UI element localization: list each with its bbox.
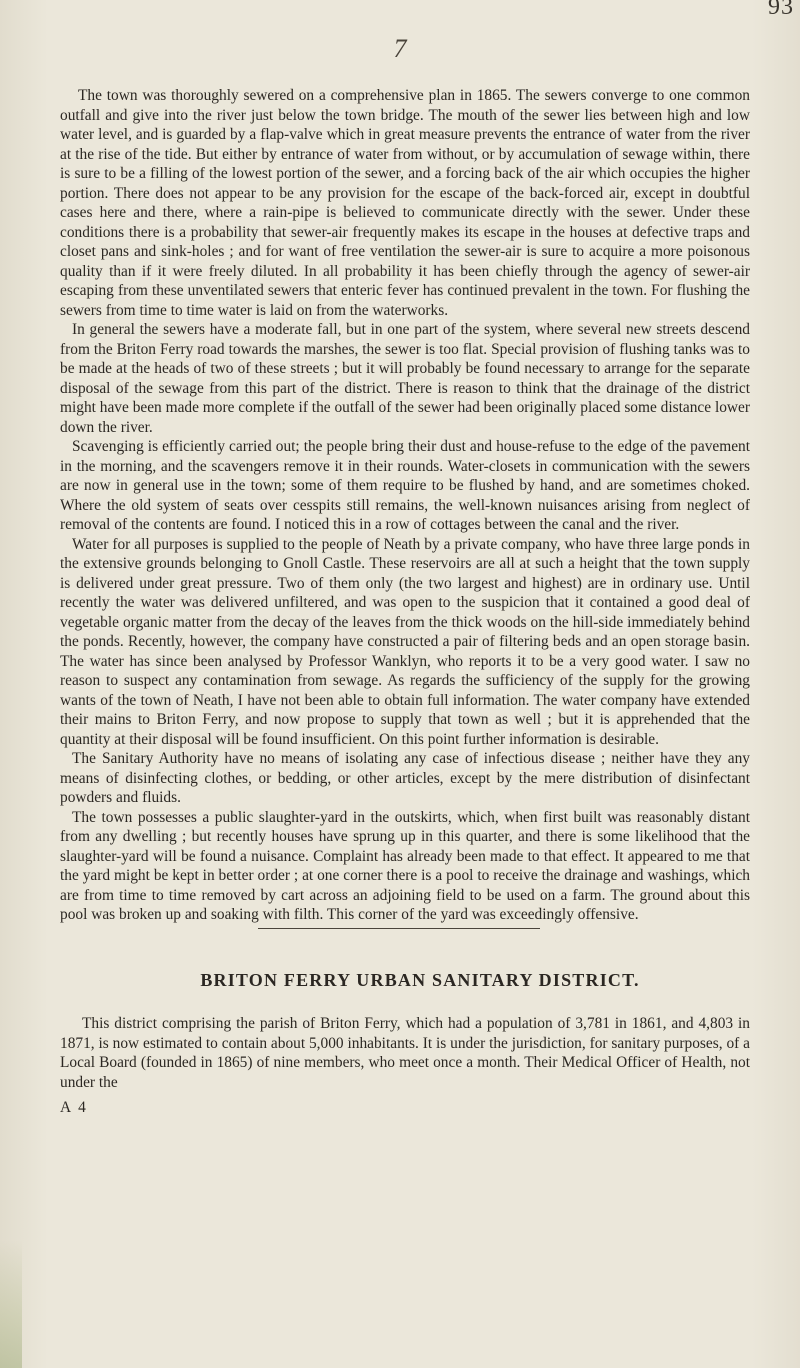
page-number: 7 [393, 34, 407, 63]
section-divider [258, 928, 540, 929]
page-edge-discoloration [0, 1240, 22, 1368]
paragraph-sewer-fall: In general the sewers have a moderate fall, but in one part of the system, where several new streets descend from the Briton Ferry road towards the marshes, the sewer is too flat. Special provision of flushing tanks was to be made at the heads of two of these streets ; but it will probably be found necessary to arrange for the separate disposal of the sewage from this part of the district. There is reason to think that the drainage of the district might have been made more complete if the outfall of the sewer had been originally placed some distance lower down the river. [60, 321, 750, 436]
paragraph-briton-ferry: This district comprising the parish of Briton Ferry, which had a population of 3,781 in 1861, and 4,803 in 1871, is now estimated to contain about 5,000 inhabitants. It is under the jurisdiction, for sanitary purposes, of a Local Board (founded in 1865) of nine members, who meet once a month. Their Medical Officer of Health, not under the [60, 1015, 750, 1091]
main-text [60, 86, 750, 925]
section-heading: BRITON FERRY URBAN SANITARY DISTRICT. [200, 970, 640, 990]
paragraph-slaughter-yard: The town possesses a public slaughter-yard in the outskirts, which, when first built was reasonably distant from any dwelling ; but recently houses have sprung up in this quarter, and there is some likelihood that the slaughter-yard will be found a nuisance. Complaint has already been made to that effect. It appeared to me that the yard might be kept in better order ; at one corner there is a pool to receive the drainage and washings, which are from time to time removed by cart across an adjoining field to be used on a farm. The ground about this pool was broken up and soaking with filth. This corner of the yard was exceedingly offensive. [60, 808, 750, 923]
paragraph-scavenging: Scavenging is efficiently carried out; the people bring their dust and house-refuse to the edge of the pavement in the morning, and the scavengers remove it in their rounds. Water-closets in communication with the sewers are now in general use in the town; some of them require to be flushed by hand, and are sometimes choked. Where the old system of seats over cesspits still remains, the well-known nuisances arising from neglect of removal of the contents are found. I noticed this in a row of cottages between the canal and the river. [60, 438, 750, 533]
paragraph-water-supply: Water for all purposes is supplied to the people of Neath by a private company, who have three large ponds in the extensive grounds belonging to Gnoll Castle. These reservoirs are all at such a height that the town supply is delivered under great pressure. Two of them only (the two largest and highest) are in ordinary use. Until recently the water was delivered unfiltered, and was open to the suspicion that it contained a good deal of vegetable organic matter from the decay of the leaves from the thick woods on the hill-side immediately behind the ponds. Recently, however, the company have constructed a pair of filtering beds and an open storage basin. The water has since been analysed by Professor Wanklyn, who reports it to be a very good water. I saw no reason to suspect any contamination from sewage. As regards the sufficiency of the supply for the growing wants of the town of Neath, I have not been able to obtain full information. The water company have extended their mains to Briton Ferry, and now propose to supply that town as well ; but it is apprehended that the quantity at their disposal will be found insufficient. On this point further information is desirable. [60, 535, 750, 748]
paragraph-sewerage: The town was thoroughly sewered on a comprehensive plan in 1865. The sewers converge to one common outfall and give into the river just below the town bridge. The mouth of the sewer lies between high and low water level, and is guarded by a flap-valve which in great measure prevents the entrance of water from the river at the rise of the tide. But either by entrance of water from without, or by accumulation of sewage within, there is sure to be a filling of the lowest portion of the sewer, and a forcing back of the air which occupies the higher portion. There does not appear to be any provision for the escape of the back-forced air, except in doubtful cases here and there, where a rain-pipe is believed to communicate directly with the sewer. Under these conditions there is a probability that sewer-air frequently makes its escape in the houses at defective traps and closet pans and sink-holes ; and for want of free ventilation the sewer-air is sure to acquire a more poisonous quality than if it were freely diluted. In all probability it has been chiefly through the agency of sewer-air escaping from these unventilated sewers that enteric fever has continued prevalent in the town. For flushing the sewers from time to time water is laid on from the waterworks. [60, 87, 750, 319]
section-text [60, 1014, 750, 1092]
corner-page-number: 93 [768, 0, 794, 20]
paragraph-infectious-disease: The Sanitary Authority have no means of isolating any case of infectious disease ; neither have they any means of disinfecting clothes, or bedding, or other articles, except by the mere distribution of disinfectant powders and fluids. [60, 750, 750, 806]
signature-mark: A 4 [60, 1099, 88, 1116]
